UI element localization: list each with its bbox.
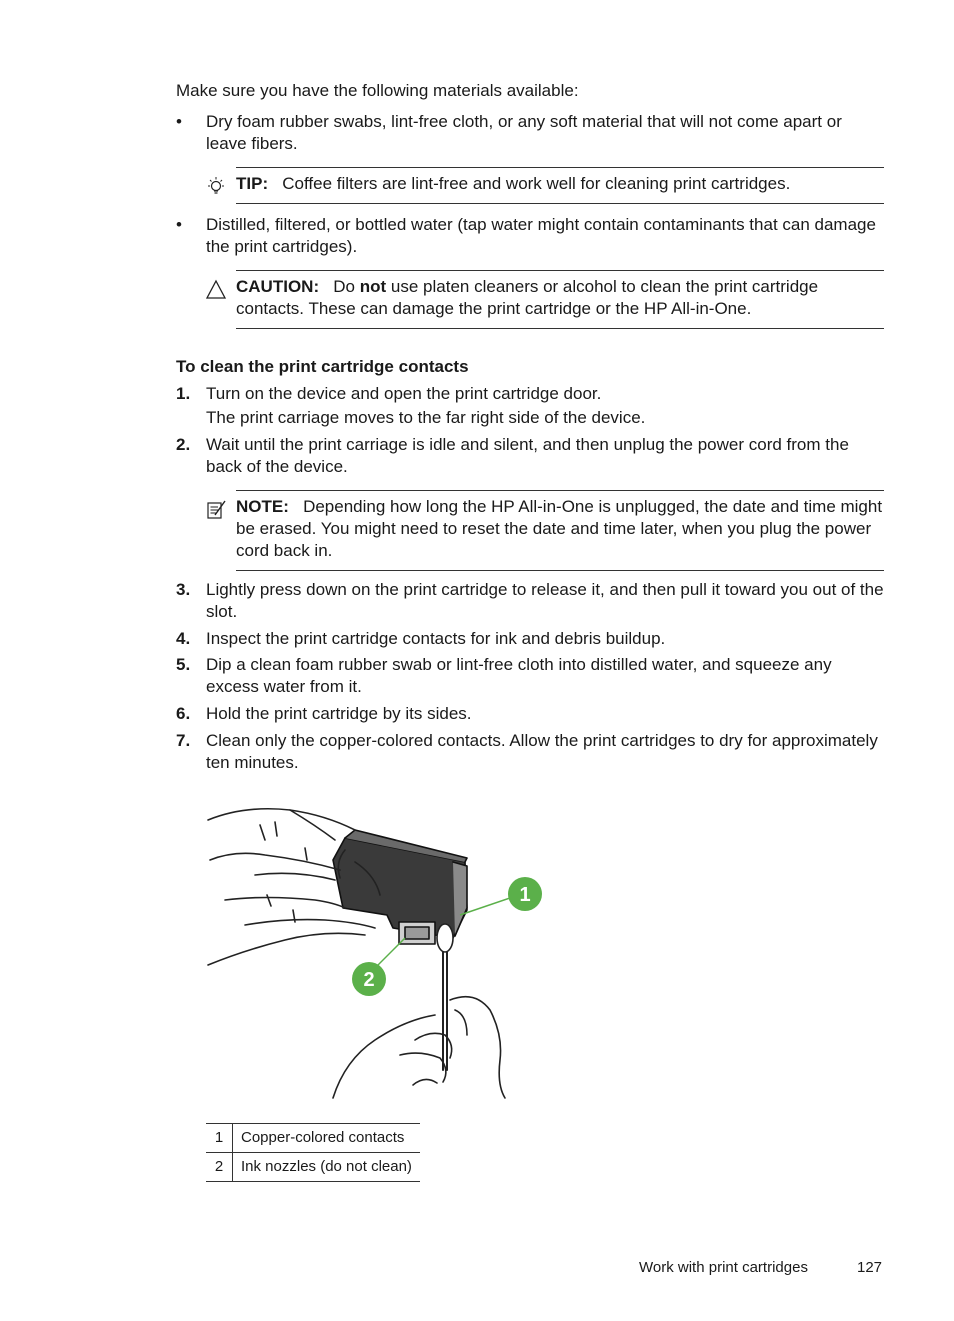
caution-text-before: Do (333, 277, 356, 296)
step-item (176, 654, 884, 698)
caution-label: CAUTION: (236, 277, 320, 296)
procedure-title: To clean the print cartridge contacts (176, 357, 469, 376)
step-number: 4. (176, 629, 191, 648)
legend-row (206, 1153, 420, 1182)
step-text: Hold the print cartridge by its sides. (206, 704, 472, 723)
caution-text-after: use platen cleaners or alcohol to clean the print cartridge contacts. These can damage the print cartridge or the HP All-in-One. (236, 277, 819, 318)
cartridge-cleaning-illustration (205, 800, 550, 1100)
legend-label: Ink nozzles (do not clean) (233, 1153, 420, 1182)
warning-triangle-icon (205, 279, 227, 301)
step-item (176, 579, 884, 623)
bullet-mark: • (176, 112, 182, 131)
tip-callout (236, 167, 884, 204)
figure-legend-table (206, 1123, 420, 1182)
step-text: Clean only the copper-colored contacts. Allow the print cartridges to dry for approximately ten minutes. (206, 731, 878, 772)
legend-label: Copper-colored contacts (233, 1124, 420, 1153)
note-text: Depending how long the HP All-in-One is unplugged, the date and time might be erased. You might need to reset the date and time later, when you plug the power cord back in. (236, 497, 883, 560)
step-item (176, 383, 884, 429)
legend-row (206, 1124, 420, 1153)
bullet-text: Distilled, filtered, or bottled water (tap water might contain contaminants that can damage the print cartridges). (206, 215, 876, 256)
bullet-text: Dry foam rubber swabs, lint-free cloth, or any soft material that will not come apart or leave fibers. (206, 112, 842, 153)
step-text: Wait until the print carriage is idle and silent, and then unplug the power cord from the back of the device. (206, 435, 849, 476)
step-number: 6. (176, 704, 191, 723)
step-text: Inspect the print cartridge contacts for ink and debris buildup. (206, 629, 666, 648)
legend-number: 2 (206, 1153, 233, 1182)
step-subtext: The print carriage moves to the far right side of the device. (206, 408, 646, 427)
materials-bullet (176, 214, 884, 258)
note-label: NOTE: (236, 497, 289, 516)
step-number: 2. (176, 435, 191, 454)
footer-section-title: Work with print cartridges (639, 1259, 808, 1276)
lightbulb-icon (205, 176, 227, 198)
caution-callout (236, 270, 884, 329)
step-item (176, 730, 884, 774)
step-item (176, 628, 884, 650)
step-item (176, 703, 884, 725)
step-number: 5. (176, 655, 191, 674)
footer-page-number: 127 (857, 1259, 883, 1276)
note-callout (236, 490, 884, 571)
callout-2-label: 2 (363, 969, 375, 991)
step-item (176, 434, 884, 478)
step-number: 1. (176, 384, 191, 403)
tip-label: TIP: (236, 174, 269, 193)
step-text: Lightly press down on the print cartridge to release it, and then pull it toward you out of the slot. (206, 580, 884, 621)
note-pad-icon (205, 499, 227, 521)
bullet-mark: • (176, 215, 182, 234)
tip-text: Coffee filters are lint-free and work well for cleaning print cartridges. (282, 174, 791, 193)
step-number: 3. (176, 580, 191, 599)
step-body (206, 383, 884, 429)
step-text: Dip a clean foam rubber swab or lint-free cloth into distilled water, and squeeze any excess water from it. (206, 655, 832, 696)
step-text: Turn on the device and open the print cartridge door. (206, 384, 602, 403)
intro-text: Make sure you have the following materials available: (176, 81, 579, 100)
step-number: 7. (176, 731, 191, 750)
caution-emphasis: not (359, 277, 387, 296)
materials-bullet (176, 111, 884, 155)
callout-1-label: 1 (519, 884, 531, 906)
legend-number: 1 (206, 1124, 233, 1153)
